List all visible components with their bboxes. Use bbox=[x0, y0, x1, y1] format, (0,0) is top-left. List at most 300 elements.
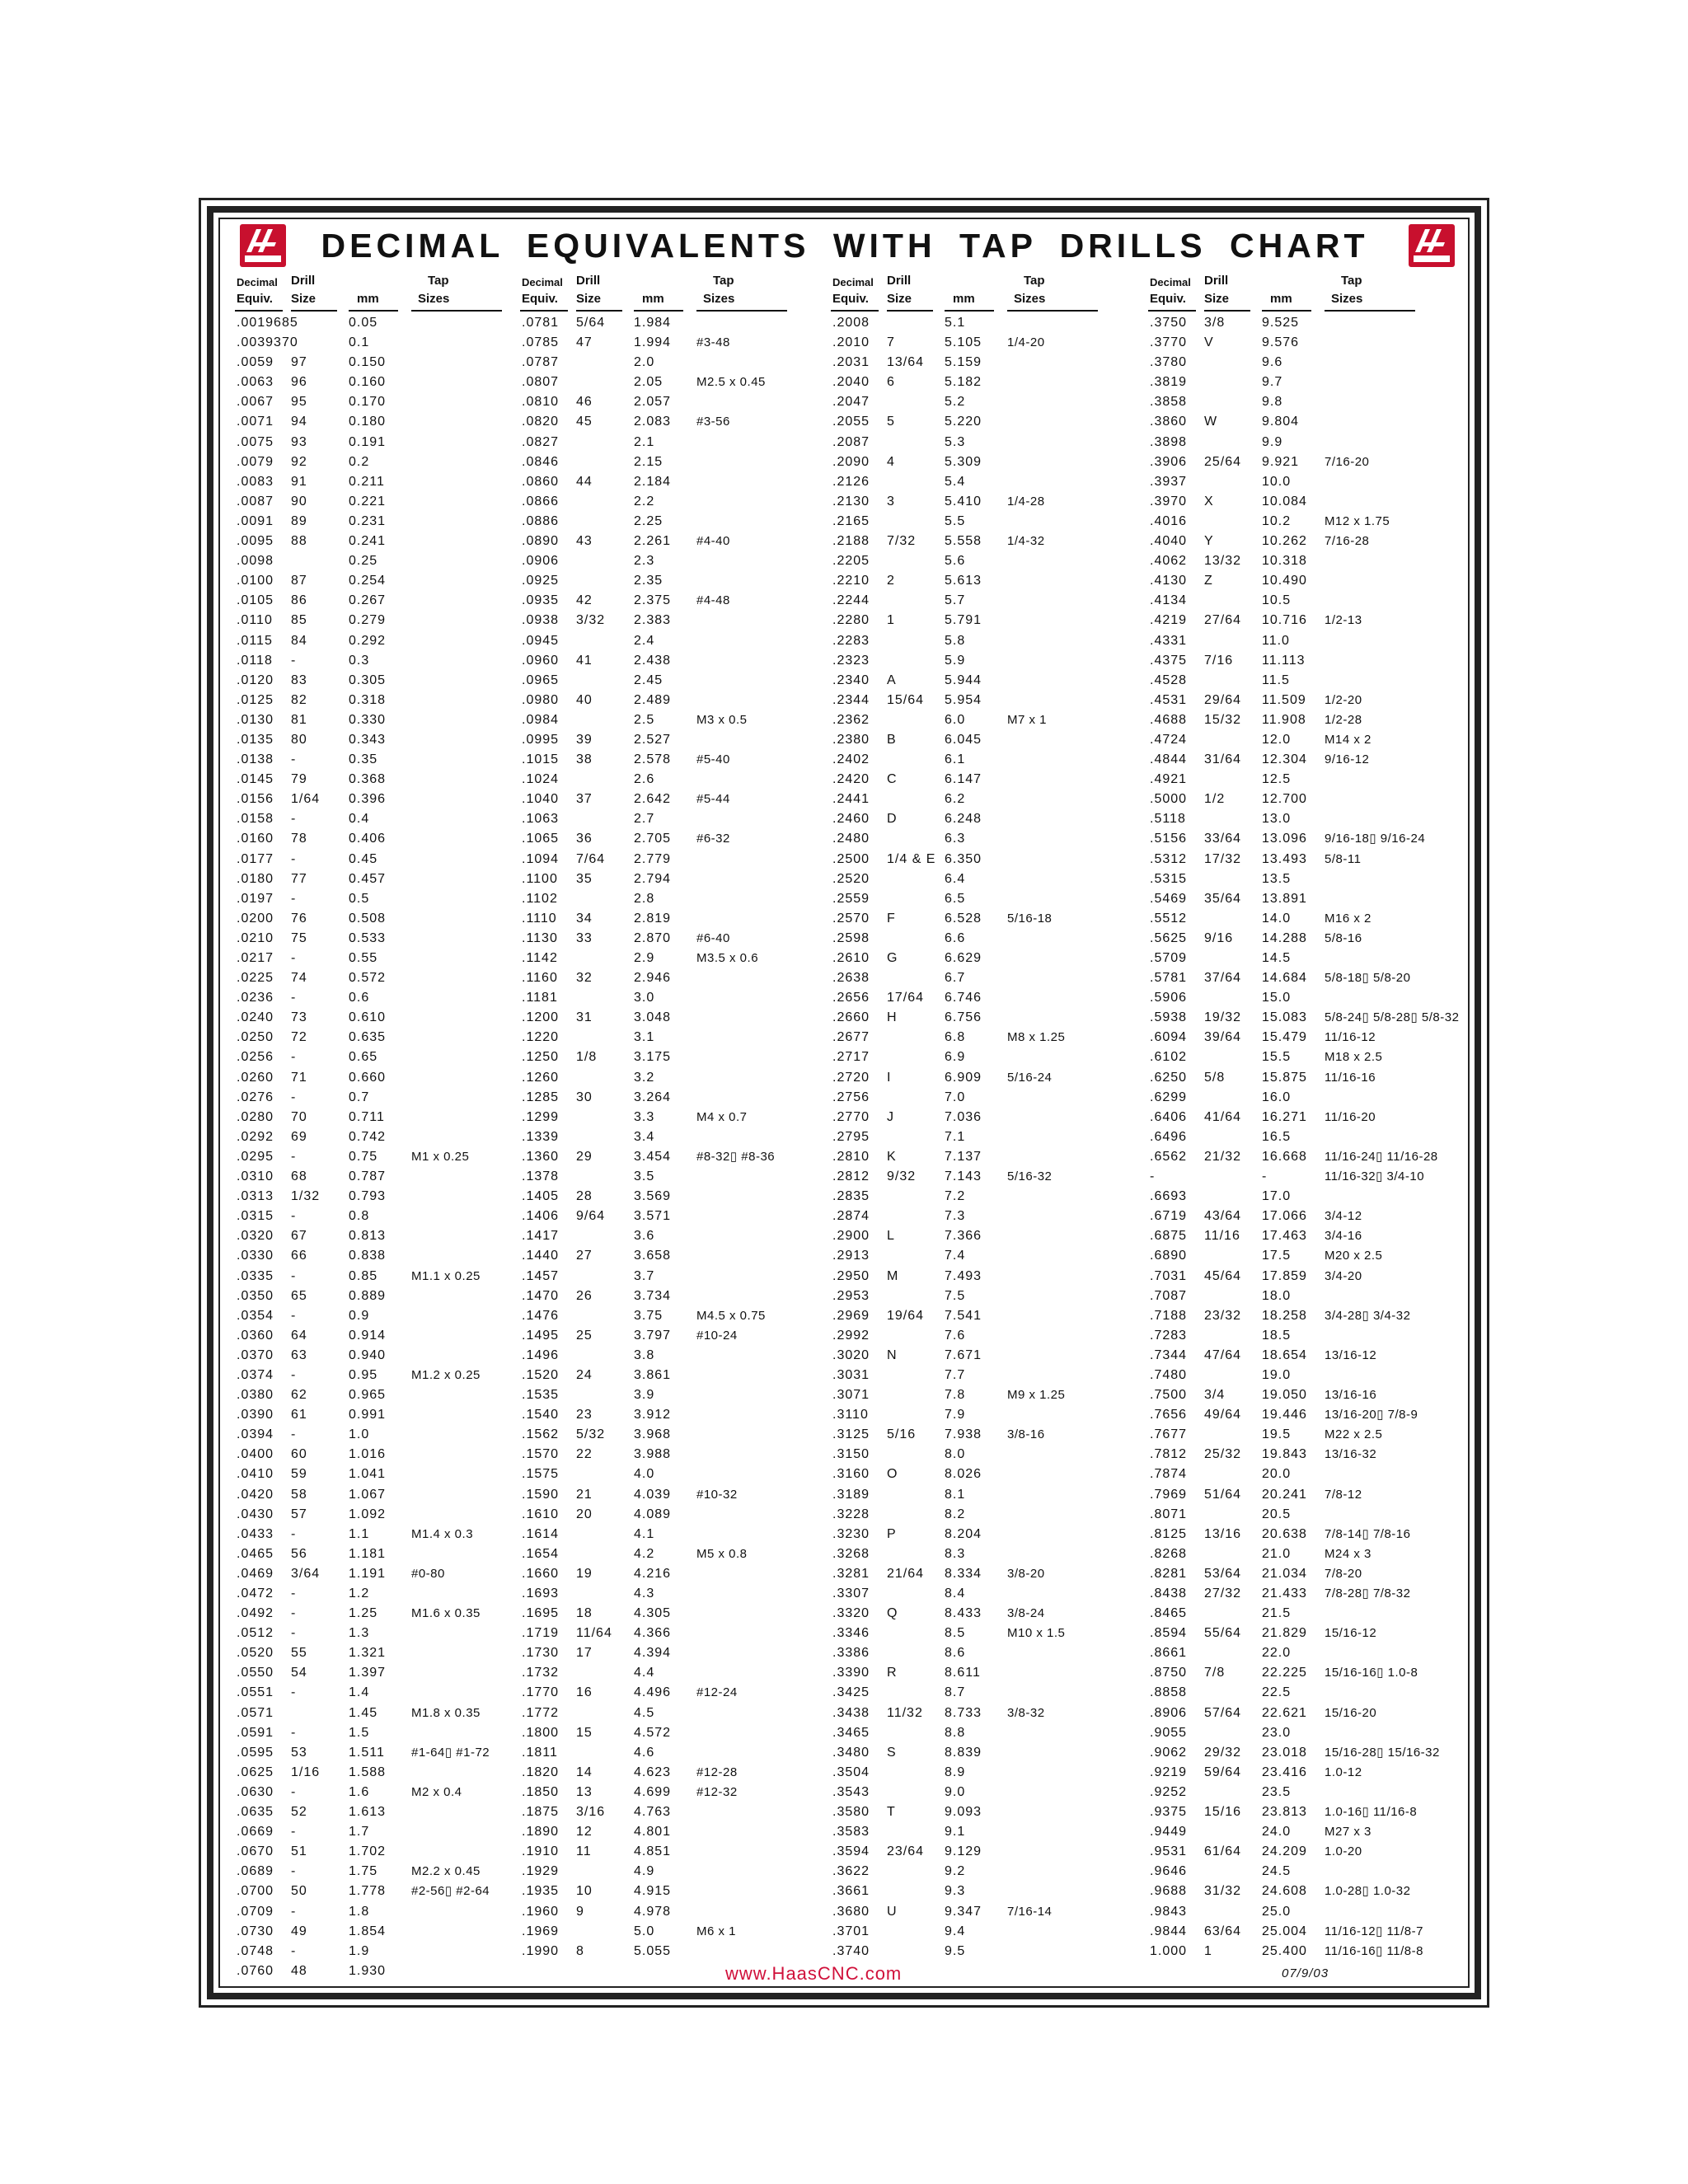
tap-sizes-cell: M3 x 0.5 bbox=[696, 712, 748, 727]
header-underline bbox=[1204, 310, 1250, 312]
decimal-equiv-cell: .0200 bbox=[237, 911, 274, 926]
header-tap-bottom: Sizes bbox=[703, 292, 735, 306]
drill-size-cell: 31/64 bbox=[1204, 752, 1242, 767]
mm-cell: 1.0 bbox=[349, 1427, 370, 1442]
header-tap-top: Tap bbox=[713, 274, 734, 288]
drill-size-cell: 13/16 bbox=[1204, 1526, 1242, 1541]
header-underline bbox=[1007, 310, 1098, 312]
decimal-equiv-cell: .2677 bbox=[832, 1030, 870, 1045]
decimal-equiv-cell: .0295 bbox=[237, 1149, 274, 1164]
drill-size-cell: 94 bbox=[291, 415, 307, 429]
drill-size-cell: 10 bbox=[576, 1884, 593, 1899]
decimal-equiv-cell: .3680 bbox=[832, 1904, 870, 1919]
drill-size-cell: - bbox=[291, 1725, 297, 1740]
footer-date: 07/9/03 bbox=[1282, 1966, 1329, 1980]
decimal-equiv-cell: .2362 bbox=[832, 712, 870, 727]
drill-size-cell: Y bbox=[1204, 534, 1214, 549]
mm-cell: 7.0 bbox=[945, 1090, 966, 1104]
decimal-equiv-cell: .3750 bbox=[1150, 316, 1188, 330]
drill-size-cell: Q bbox=[887, 1606, 898, 1621]
decimal-equiv-cell: .0420 bbox=[237, 1487, 274, 1502]
decimal-equiv-cell: .0670 bbox=[237, 1844, 274, 1859]
drill-size-cell: 51 bbox=[291, 1844, 307, 1859]
mm-cell: 20.638 bbox=[1262, 1526, 1307, 1541]
drill-size-cell: 58 bbox=[291, 1487, 307, 1502]
decimal-equiv-cell: .7087 bbox=[1150, 1288, 1188, 1303]
decimal-equiv-cell: .6406 bbox=[1150, 1109, 1188, 1124]
drill-size-cell: 17/32 bbox=[1204, 851, 1242, 866]
mm-cell: 2.5 bbox=[634, 712, 655, 727]
decimal-equiv-cell: .0906 bbox=[522, 554, 560, 569]
drill-size-cell: 33 bbox=[576, 930, 593, 945]
drill-size-cell: 48 bbox=[291, 1963, 307, 1978]
drill-size-cell: 65 bbox=[291, 1288, 307, 1303]
decimal-equiv-cell: .0120 bbox=[237, 673, 274, 687]
decimal-equiv-cell: .8750 bbox=[1150, 1666, 1188, 1680]
decimal-equiv-cell: .2598 bbox=[832, 930, 870, 945]
mm-cell: 1.8 bbox=[349, 1904, 370, 1919]
mm-cell: 2.3 bbox=[634, 554, 655, 569]
header-drill-top: Drill bbox=[887, 274, 912, 288]
mm-cell: 3.1 bbox=[634, 1030, 655, 1045]
decimal-equiv-cell: .6094 bbox=[1150, 1030, 1188, 1045]
decimal-equiv-cell: .1220 bbox=[522, 1030, 560, 1045]
decimal-equiv-cell: .0280 bbox=[237, 1109, 274, 1124]
mm-cell: 3.5 bbox=[634, 1169, 655, 1184]
mm-cell: 11.0 bbox=[1262, 633, 1290, 648]
decimal-equiv-cell: .4040 bbox=[1150, 534, 1188, 549]
drill-size-cell: 1/16 bbox=[291, 1765, 321, 1779]
mm-cell: 8.433 bbox=[945, 1606, 982, 1621]
decimal-equiv-cell: .7480 bbox=[1150, 1367, 1188, 1382]
mm-cell: 9.4 bbox=[945, 1924, 966, 1938]
decimal-equiv-cell: .2520 bbox=[832, 871, 870, 886]
drill-size-cell: 3/32 bbox=[576, 613, 606, 628]
header-drill-bottom: Size bbox=[1204, 292, 1230, 306]
mm-cell: 7.493 bbox=[945, 1268, 982, 1283]
drill-size-cell: - bbox=[291, 851, 297, 866]
mm-cell: 3.968 bbox=[634, 1427, 672, 1442]
decimal-equiv-cell: .3071 bbox=[832, 1388, 870, 1403]
decimal-equiv-cell: .1929 bbox=[522, 1864, 560, 1879]
decimal-equiv-cell: .2638 bbox=[832, 971, 870, 986]
drill-size-cell: S bbox=[887, 1745, 897, 1760]
decimal-equiv-cell: .3480 bbox=[832, 1745, 870, 1760]
mm-cell: 0.170 bbox=[349, 395, 387, 410]
mm-cell: 1.4 bbox=[349, 1685, 370, 1700]
mm-cell: 0.793 bbox=[349, 1189, 387, 1204]
mm-cell: 18.0 bbox=[1262, 1288, 1292, 1303]
decimal-equiv-cell: .6890 bbox=[1150, 1249, 1188, 1263]
decimal-equiv-cell: .0669 bbox=[237, 1825, 274, 1840]
header-underline bbox=[1262, 310, 1311, 312]
mm-cell: 23.5 bbox=[1262, 1784, 1292, 1799]
header-underline bbox=[520, 310, 568, 312]
mm-cell: 0.368 bbox=[349, 772, 387, 787]
mm-cell: 17.859 bbox=[1262, 1268, 1307, 1283]
tap-sizes-cell: M1 x 0.25 bbox=[411, 1149, 470, 1164]
mm-cell: 2.705 bbox=[634, 832, 672, 846]
drill-size-cell: 56 bbox=[291, 1546, 307, 1561]
mm-cell: 0.1 bbox=[349, 335, 370, 350]
decimal-equiv-cell: .5938 bbox=[1150, 1010, 1188, 1025]
mm-cell: 3.734 bbox=[634, 1288, 672, 1303]
decimal-equiv-cell: .0225 bbox=[237, 971, 274, 986]
mm-cell: 6.528 bbox=[945, 911, 982, 926]
mm-cell: 6.5 bbox=[945, 891, 966, 906]
decimal-equiv-cell: .0890 bbox=[522, 534, 560, 549]
header-tap-bottom: Sizes bbox=[1331, 292, 1363, 306]
drill-size-cell: 29/32 bbox=[1204, 1745, 1242, 1760]
header-tap-top: Tap bbox=[1024, 274, 1045, 288]
mm-cell: 15.875 bbox=[1262, 1070, 1307, 1085]
decimal-equiv-cell: .4062 bbox=[1150, 554, 1188, 569]
drill-size-cell: 95 bbox=[291, 395, 307, 410]
decimal-equiv-cell: .8071 bbox=[1150, 1507, 1188, 1521]
mm-cell: 7.5 bbox=[945, 1288, 966, 1303]
decimal-equiv-cell: .2188 bbox=[832, 534, 870, 549]
decimal-equiv-cell: .1496 bbox=[522, 1347, 560, 1362]
drill-size-cell: 44 bbox=[576, 474, 593, 489]
drill-size-cell: 29 bbox=[576, 1149, 593, 1164]
mm-cell: 3.571 bbox=[634, 1209, 672, 1224]
decimal-equiv-cell: .3543 bbox=[832, 1784, 870, 1799]
mm-cell: 1.067 bbox=[349, 1487, 387, 1502]
drill-size-cell: 15/64 bbox=[887, 692, 925, 707]
decimal-equiv-cell: .1730 bbox=[522, 1646, 560, 1661]
mm-cell: 0.742 bbox=[349, 1129, 387, 1144]
mm-cell: 4.9 bbox=[634, 1864, 655, 1879]
mm-cell: 1.702 bbox=[349, 1844, 387, 1859]
decimal-equiv-cell: .3622 bbox=[832, 1864, 870, 1879]
decimal-equiv-cell: .2570 bbox=[832, 911, 870, 926]
decimal-equiv-cell: .0177 bbox=[237, 851, 274, 866]
mm-cell: 3.569 bbox=[634, 1189, 672, 1204]
tap-sizes-cell: 1.0-28▯ 1.0-32 bbox=[1325, 1884, 1411, 1899]
mm-cell: 4.801 bbox=[634, 1825, 672, 1840]
mm-cell: 5.3 bbox=[945, 434, 966, 449]
tap-sizes-cell: 3/8-16 bbox=[1007, 1427, 1045, 1442]
drill-size-cell: 78 bbox=[291, 832, 307, 846]
mm-cell: 0.85 bbox=[349, 1268, 378, 1283]
drill-size-cell: 27/64 bbox=[1204, 613, 1242, 628]
drill-size-cell: B bbox=[887, 732, 897, 747]
tap-sizes-cell: M22 x 2.5 bbox=[1325, 1427, 1383, 1442]
decimal-equiv-cell: .2900 bbox=[832, 1229, 870, 1244]
drill-size-cell: U bbox=[887, 1904, 898, 1919]
mm-cell: 0.8 bbox=[349, 1209, 370, 1224]
drill-size-cell: 25 bbox=[576, 1328, 593, 1343]
decimal-equiv-cell: .3583 bbox=[832, 1825, 870, 1840]
mm-cell: 23.018 bbox=[1262, 1745, 1307, 1760]
mm-cell: 8.839 bbox=[945, 1745, 982, 1760]
decimal-equiv-cell: .0945 bbox=[522, 633, 560, 648]
decimal-equiv-cell: .0380 bbox=[237, 1388, 274, 1403]
mm-cell: 1.984 bbox=[634, 316, 672, 330]
decimal-equiv-cell: .6299 bbox=[1150, 1090, 1188, 1104]
mm-cell: 0.221 bbox=[349, 494, 387, 509]
decimal-equiv-cell: .4528 bbox=[1150, 673, 1188, 687]
drill-size-cell: - bbox=[291, 991, 297, 1005]
drill-size-cell: 52 bbox=[291, 1805, 307, 1820]
decimal-equiv-cell: .1063 bbox=[522, 812, 560, 827]
mm-cell: 2.794 bbox=[634, 871, 672, 886]
mm-cell: 8.3 bbox=[945, 1546, 966, 1561]
drill-size-cell: 77 bbox=[291, 871, 307, 886]
tap-sizes-cell: 11/16-24▯ 11/16-28 bbox=[1325, 1149, 1438, 1164]
drill-size-cell: 47/64 bbox=[1204, 1347, 1242, 1362]
decimal-equiv-cell: .1470 bbox=[522, 1288, 560, 1303]
decimal-equiv-cell: .0236 bbox=[237, 991, 274, 1005]
mm-cell: 9.576 bbox=[1262, 335, 1300, 350]
decimal-equiv-cell: .0115 bbox=[237, 633, 273, 648]
decimal-equiv-cell: .2874 bbox=[832, 1209, 870, 1224]
header-drill-top: Drill bbox=[1204, 274, 1229, 288]
mm-cell: 6.8 bbox=[945, 1030, 966, 1045]
decimal-equiv-cell: .0591 bbox=[237, 1725, 274, 1740]
drill-size-cell: 1 bbox=[887, 613, 895, 628]
decimal-equiv-cell: .0087 bbox=[237, 494, 274, 509]
mm-cell: 9.804 bbox=[1262, 415, 1300, 429]
mm-cell: 1.613 bbox=[349, 1805, 387, 1820]
decimal-equiv-cell: .0100 bbox=[237, 574, 274, 588]
mm-cell: 16.5 bbox=[1262, 1129, 1292, 1144]
decimal-equiv-cell: .2323 bbox=[832, 653, 870, 668]
drill-size-cell: - bbox=[291, 891, 297, 906]
drill-size-cell: 28 bbox=[576, 1189, 593, 1204]
decimal-equiv-cell: .0400 bbox=[237, 1447, 274, 1462]
mm-cell: 7.6 bbox=[945, 1328, 966, 1343]
decimal-equiv-cell: .1732 bbox=[522, 1666, 560, 1680]
decimal-equiv-cell: .1770 bbox=[522, 1685, 560, 1700]
mm-cell: 9.7 bbox=[1262, 375, 1283, 390]
mm-cell: 20.241 bbox=[1262, 1487, 1307, 1502]
mm-cell: 8.9 bbox=[945, 1765, 966, 1779]
drill-size-cell: 7/64 bbox=[576, 851, 606, 866]
tap-sizes-cell: M9 x 1.25 bbox=[1007, 1388, 1066, 1403]
mm-cell: 0.95 bbox=[349, 1367, 378, 1382]
decimal-equiv-cell: .2380 bbox=[832, 732, 870, 747]
drill-size-cell: 72 bbox=[291, 1030, 307, 1045]
mm-cell: 0.5 bbox=[349, 891, 370, 906]
mm-cell: 0.65 bbox=[349, 1050, 378, 1065]
decimal-equiv-cell: .9252 bbox=[1150, 1784, 1188, 1799]
mm-cell: 21.0 bbox=[1262, 1546, 1292, 1561]
mm-cell: 5.410 bbox=[945, 494, 982, 509]
header-underline bbox=[831, 310, 879, 312]
decimal-equiv-cell: - bbox=[1150, 1169, 1156, 1184]
drill-size-cell: 29/64 bbox=[1204, 692, 1242, 707]
mm-cell: 19.0 bbox=[1262, 1367, 1292, 1382]
drill-size-cell: 87 bbox=[291, 574, 307, 588]
drill-size-cell: 11/64 bbox=[576, 1626, 612, 1641]
decimal-equiv-cell: .9688 bbox=[1150, 1884, 1188, 1899]
tap-sizes-cell: M24 x 3 bbox=[1325, 1546, 1372, 1561]
decimal-equiv-cell: .2992 bbox=[832, 1328, 870, 1343]
mm-cell: 2.4 bbox=[634, 633, 655, 648]
decimal-equiv-cell: .1015 bbox=[522, 752, 560, 767]
mm-cell: 17.463 bbox=[1262, 1229, 1307, 1244]
mm-cell: 0.3 bbox=[349, 653, 370, 668]
decimal-equiv-cell: .5709 bbox=[1150, 951, 1188, 965]
drill-size-cell: 73 bbox=[291, 1010, 307, 1025]
decimal-equiv-cell: .0492 bbox=[237, 1606, 274, 1621]
mm-cell: 10.5 bbox=[1262, 593, 1292, 608]
tap-sizes-cell: 15/16-12 bbox=[1325, 1626, 1377, 1641]
decimal-equiv-cell: .1142 bbox=[522, 951, 558, 965]
drill-size-cell: 11/16 bbox=[1204, 1229, 1240, 1244]
mm-cell: 1.2 bbox=[349, 1586, 370, 1601]
drill-size-cell: 26 bbox=[576, 1288, 593, 1303]
mm-cell: 0.4 bbox=[349, 812, 370, 827]
header-underline bbox=[235, 310, 283, 312]
decimal-equiv-cell: .3701 bbox=[832, 1924, 870, 1938]
drill-size-cell: 69 bbox=[291, 1129, 307, 1144]
mm-cell: 6.1 bbox=[945, 752, 966, 767]
drill-size-cell: - bbox=[291, 1943, 297, 1958]
tap-sizes-cell: M1.4 x 0.3 bbox=[411, 1526, 474, 1541]
decimal-equiv-cell: .0807 bbox=[522, 375, 560, 390]
mm-cell: 9.3 bbox=[945, 1884, 966, 1899]
mm-cell: 8.8 bbox=[945, 1725, 966, 1740]
decimal-equiv-cell: .3150 bbox=[832, 1447, 870, 1462]
mm-cell: 9.129 bbox=[945, 1844, 982, 1859]
drill-size-cell: 79 bbox=[291, 772, 307, 787]
decimal-equiv-cell: .1695 bbox=[522, 1606, 560, 1621]
tap-sizes-cell: M4 x 0.7 bbox=[696, 1109, 748, 1124]
drill-size-cell: 75 bbox=[291, 930, 307, 945]
drill-size-cell: 88 bbox=[291, 534, 307, 549]
drill-size-cell: 8 bbox=[576, 1943, 584, 1958]
decimal-equiv-cell: .1610 bbox=[522, 1507, 560, 1521]
mm-cell: 7.938 bbox=[945, 1427, 982, 1442]
tap-sizes-cell: 3/4-16 bbox=[1325, 1229, 1362, 1244]
decimal-equiv-cell: .5315 bbox=[1150, 871, 1188, 886]
mm-cell: 22.225 bbox=[1262, 1666, 1307, 1680]
drill-size-cell: 51/64 bbox=[1204, 1487, 1242, 1502]
mm-cell: 0.318 bbox=[349, 692, 387, 707]
mm-cell: 1.25 bbox=[349, 1606, 378, 1621]
mm-cell: 4.496 bbox=[634, 1685, 672, 1700]
decimal-equiv-cell: .3425 bbox=[832, 1685, 870, 1700]
decimal-equiv-cell: .9055 bbox=[1150, 1725, 1188, 1740]
drill-size-cell: X bbox=[1204, 494, 1214, 509]
decimal-equiv-cell: .2460 bbox=[832, 812, 870, 827]
mm-cell: 5.4 bbox=[945, 474, 966, 489]
mm-cell: 12.304 bbox=[1262, 752, 1307, 767]
tap-sizes-cell: M20 x 2.5 bbox=[1325, 1249, 1383, 1263]
decimal-equiv-cell: .8281 bbox=[1150, 1566, 1188, 1581]
decimal-equiv-cell: .3580 bbox=[832, 1805, 870, 1820]
decimal-equiv-cell: .0110 bbox=[237, 613, 273, 628]
mm-cell: 4.1 bbox=[634, 1526, 655, 1541]
mm-cell: 3.4 bbox=[634, 1129, 655, 1144]
drill-size-cell: 45 bbox=[576, 415, 593, 429]
tap-sizes-cell: #10-24 bbox=[696, 1328, 738, 1343]
mm-cell: 7.9 bbox=[945, 1408, 966, 1422]
mm-cell: 0.396 bbox=[349, 792, 387, 807]
mm-cell: 6.629 bbox=[945, 951, 982, 965]
tap-sizes-cell: 3/8-20 bbox=[1007, 1566, 1045, 1581]
header-tap-bottom: Sizes bbox=[418, 292, 450, 306]
mm-cell: 4.763 bbox=[634, 1805, 672, 1820]
decimal-equiv-cell: .2500 bbox=[832, 851, 870, 866]
decimal-equiv-cell: .0860 bbox=[522, 474, 560, 489]
mm-cell: 0.150 bbox=[349, 355, 387, 370]
drill-size-cell: 24 bbox=[576, 1367, 593, 1382]
mm-cell: 8.2 bbox=[945, 1507, 966, 1521]
mm-cell: 2.779 bbox=[634, 851, 672, 866]
decimal-equiv-cell: .0063 bbox=[237, 375, 274, 390]
decimal-equiv-cell: .1100 bbox=[522, 871, 558, 886]
mm-cell: 2.15 bbox=[634, 454, 663, 469]
mm-cell: 7.541 bbox=[945, 1308, 982, 1323]
decimal-equiv-cell: .6719 bbox=[1150, 1209, 1188, 1224]
mm-cell: 0.965 bbox=[349, 1388, 387, 1403]
decimal-equiv-cell: .2810 bbox=[832, 1149, 870, 1164]
drill-size-cell: - bbox=[291, 1784, 297, 1799]
decimal-equiv-cell: .2090 bbox=[832, 454, 870, 469]
mm-cell: 11.5 bbox=[1262, 673, 1290, 687]
drill-size-cell: 25/64 bbox=[1204, 454, 1242, 469]
drill-size-cell: 43 bbox=[576, 534, 593, 549]
drill-size-cell: 61/64 bbox=[1204, 1844, 1242, 1859]
decimal-equiv-cell: .2165 bbox=[832, 513, 870, 528]
mm-cell: 1.994 bbox=[634, 335, 672, 350]
decimal-equiv-cell: .1570 bbox=[522, 1447, 560, 1462]
decimal-equiv-cell: .2031 bbox=[832, 355, 870, 370]
mm-cell: 20.5 bbox=[1262, 1507, 1292, 1521]
footer-url[interactable]: www.HaasCNC.com bbox=[725, 1963, 903, 1984]
mm-cell: 9.5 bbox=[945, 1943, 966, 1958]
mm-cell: 1.3 bbox=[349, 1626, 370, 1641]
decimal-equiv-cell: .1417 bbox=[522, 1229, 560, 1244]
drill-size-cell: 1/8 bbox=[576, 1050, 598, 1065]
mm-cell: 8.7 bbox=[945, 1685, 966, 1700]
mm-cell: 1.321 bbox=[349, 1646, 387, 1661]
decimal-equiv-cell: .0410 bbox=[237, 1467, 274, 1482]
decimal-equiv-cell: .0071 bbox=[237, 415, 274, 429]
mm-cell: 17.5 bbox=[1262, 1249, 1292, 1263]
mm-cell: 1.9 bbox=[349, 1943, 370, 1958]
decimal-equiv-cell: .0394 bbox=[237, 1427, 274, 1442]
decimal-equiv-cell: .0430 bbox=[237, 1507, 274, 1521]
tap-sizes-cell: M1.2 x 0.25 bbox=[411, 1367, 481, 1382]
drill-size-cell: R bbox=[887, 1666, 898, 1680]
decimal-equiv-cell: .1130 bbox=[522, 930, 558, 945]
mm-cell: 4.699 bbox=[634, 1784, 672, 1799]
tap-sizes-cell: #6-40 bbox=[696, 930, 730, 945]
decimal-equiv-cell: .1339 bbox=[522, 1129, 560, 1144]
decimal-equiv-cell: .0866 bbox=[522, 494, 560, 509]
tap-sizes-cell: 11/16-16 bbox=[1325, 1070, 1376, 1085]
drill-size-cell: I bbox=[887, 1070, 892, 1085]
mm-cell: 0.610 bbox=[349, 1010, 387, 1025]
mm-cell: 8.5 bbox=[945, 1626, 966, 1641]
drill-size-cell: 23/64 bbox=[887, 1844, 925, 1859]
header-underline bbox=[349, 310, 398, 312]
drill-size-cell: 53/64 bbox=[1204, 1566, 1242, 1581]
drill-size-cell: 9/64 bbox=[576, 1209, 606, 1224]
drill-size-cell: - bbox=[291, 1367, 297, 1382]
decimal-equiv-cell: .1405 bbox=[522, 1189, 560, 1204]
decimal-equiv-cell: .0160 bbox=[237, 832, 274, 846]
mm-cell: 3.75 bbox=[634, 1308, 663, 1323]
tap-sizes-cell: #5-40 bbox=[696, 752, 730, 767]
tap-sizes-cell: M16 x 2 bbox=[1325, 911, 1372, 926]
mm-cell: 1.45 bbox=[349, 1705, 378, 1720]
mm-cell: 4.572 bbox=[634, 1725, 672, 1740]
